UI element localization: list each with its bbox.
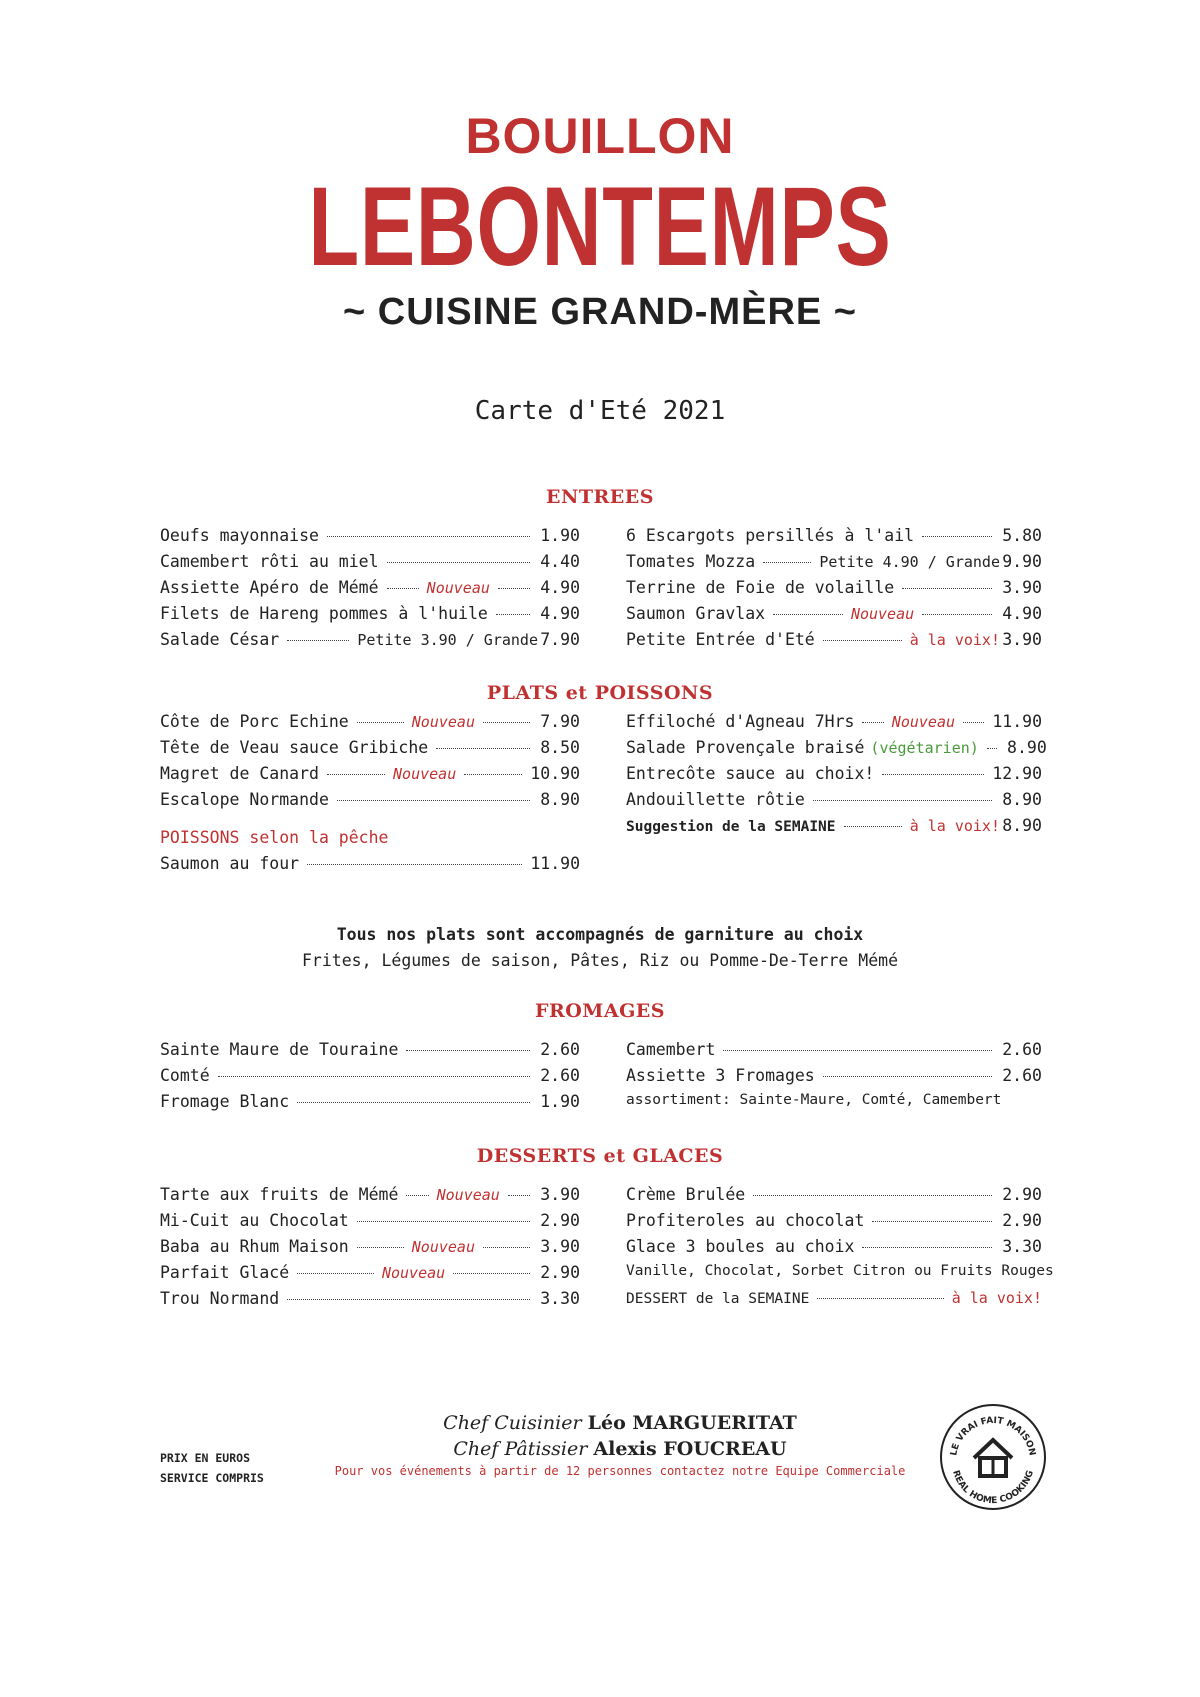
menu-item bbox=[160, 1185, 580, 1211]
menu-item bbox=[160, 764, 580, 790]
item-price: 4.90 bbox=[1002, 604, 1043, 623]
menu-item bbox=[626, 1289, 1042, 1315]
item-name: Tomates Mozza bbox=[626, 552, 756, 571]
item-name: Crème Brulée bbox=[626, 1185, 746, 1204]
item-price: 5.80 bbox=[1002, 526, 1042, 545]
fromages-right-column bbox=[626, 1040, 1042, 1118]
item-price: 2.90 bbox=[540, 1211, 580, 1230]
item-price: 4.90 bbox=[540, 604, 580, 623]
item-price: 8.90 bbox=[1007, 738, 1047, 757]
section-title-plats: PLATS et POISSONS bbox=[486, 682, 714, 704]
menu-item bbox=[626, 1066, 1042, 1092]
item-name: Mi-Cuit au Chocolat bbox=[160, 1211, 349, 1230]
chef-cuisinier-name: Léo MARGUERITAT bbox=[587, 1412, 797, 1434]
nouveau-tag: Nouveau bbox=[891, 713, 956, 731]
item-name: Baba au Rhum Maison bbox=[160, 1237, 349, 1256]
item-name: Camembert bbox=[626, 1040, 716, 1059]
glace-flavors bbox=[626, 1263, 1054, 1289]
menu-item bbox=[160, 1092, 580, 1118]
menu-item bbox=[626, 1211, 1042, 1237]
menu-item bbox=[626, 578, 1042, 604]
item-name: Sainte Maure de Touraine bbox=[160, 1040, 399, 1059]
price-notice bbox=[160, 1448, 264, 1488]
chef-cuisinier bbox=[300, 1410, 940, 1436]
item-price: 4.90 bbox=[540, 578, 581, 597]
desserts-left-column bbox=[160, 1185, 580, 1315]
item-price: 3.30 bbox=[1002, 1237, 1042, 1256]
item-name: Suggestion de la SEMAINE bbox=[626, 819, 836, 835]
item-price: 2.90 bbox=[1002, 1211, 1042, 1230]
item-price: 2.60 bbox=[1002, 1040, 1042, 1059]
garniture-line-1: Tous nos plats sont accompagnés de garniture au choix bbox=[336, 925, 864, 944]
menu-item bbox=[626, 764, 1042, 790]
chef-patissier-name: Alexis FOUCREAU bbox=[593, 1438, 787, 1460]
item-price: 11.90 bbox=[992, 712, 1042, 731]
nouveau-tag: Nouveau bbox=[436, 1186, 500, 1204]
menu-item bbox=[160, 1066, 580, 1092]
garniture-line-2: Frites, Légumes de saison, Pâtes, Riz ou Pomme-De-Terre Mémé bbox=[301, 951, 899, 970]
item-name: Parfait Glacé bbox=[160, 1263, 290, 1282]
item-price: 12.90 bbox=[992, 764, 1042, 783]
menu-item bbox=[160, 1289, 580, 1315]
item-name: Petite Entrée d'Eté bbox=[626, 630, 815, 649]
plats-right-column bbox=[626, 712, 1047, 842]
item-price: 3.90 bbox=[540, 1237, 580, 1256]
item-price: 3.90 bbox=[540, 1185, 581, 1204]
item-price: 2.60 bbox=[540, 1040, 580, 1059]
subtitle: ~ CUISINE GRAND-MÈRE ~ bbox=[343, 291, 857, 333]
item-price: 7.90 bbox=[540, 630, 580, 649]
item-name: Saumon au four bbox=[160, 854, 300, 873]
item-name: Camembert rôti au miel bbox=[160, 552, 379, 571]
menu-item bbox=[626, 1040, 1042, 1066]
item-name: Andouillette rôtie bbox=[626, 790, 805, 809]
item-name: Entrecôte sauce au choix! bbox=[626, 764, 875, 783]
fromages-left-column bbox=[160, 1040, 580, 1118]
item-name: Profiteroles au chocolat bbox=[626, 1211, 865, 1230]
chef-patissier-title: Chef Pâtissier bbox=[453, 1438, 588, 1460]
nouveau-tag: Nouveau bbox=[426, 579, 490, 597]
events-contact: Pour vos événements à partir de 12 personnes contactez notre Equipe Commerciale bbox=[334, 1464, 906, 1478]
item-price: 2.60 bbox=[540, 1066, 580, 1085]
item-price: 2.60 bbox=[1002, 1066, 1042, 1085]
size-options: Petite 4.90 / Grande bbox=[819, 553, 1000, 571]
menu-item bbox=[626, 604, 1042, 630]
item-name: Salade Provençale braisé bbox=[626, 738, 865, 757]
chef-credits bbox=[300, 1410, 940, 1478]
fait-maison-logo-icon bbox=[938, 1402, 1048, 1512]
menu-item bbox=[626, 1237, 1042, 1263]
carte-title: Carte d'Eté 2021 bbox=[474, 396, 726, 426]
menu-item bbox=[626, 738, 1047, 764]
a-la-voix-tag: à la voix! bbox=[909, 817, 1000, 835]
item-name: Fromage Blanc bbox=[160, 1092, 290, 1111]
menu-item bbox=[160, 1237, 580, 1263]
vegetarien-tag: (végétarien) bbox=[870, 739, 979, 757]
item-name: 6 Escargots persillés à l'ail bbox=[626, 526, 915, 545]
prix-en-euros: PRIX EN EUROS bbox=[160, 1451, 251, 1465]
item-price: 3.90 bbox=[1002, 578, 1042, 597]
item-price: 7.90 bbox=[540, 712, 580, 731]
menu-item bbox=[160, 790, 580, 816]
item-name: Tarte aux fruits de Mémé bbox=[160, 1185, 399, 1204]
a-la-voix-tag: à la voix! bbox=[909, 631, 1000, 649]
menu-header bbox=[0, 108, 1200, 334]
item-name: Terrine de Foie de volaille bbox=[626, 578, 895, 597]
item-name: Tête de Veau sauce Gribiche bbox=[160, 738, 429, 757]
brand-logo-text: LEBONTEMPS bbox=[308, 164, 892, 289]
nouveau-tag: Nouveau bbox=[381, 1264, 446, 1282]
poissons-heading: POISSONS selon la pêche bbox=[160, 828, 389, 847]
entrees-left-column bbox=[160, 526, 580, 656]
item-name: DESSERT de la SEMAINE bbox=[626, 1291, 810, 1307]
section-title-fromages: FROMAGES bbox=[534, 1000, 666, 1022]
bouillon-title: BOUILLON bbox=[465, 108, 735, 164]
section-title-entrees: ENTREES bbox=[546, 486, 654, 508]
menu-item bbox=[626, 790, 1042, 816]
menu-item bbox=[160, 604, 580, 630]
size-options: Petite 3.90 / Grande bbox=[357, 631, 538, 649]
item-name: Effiloché d'Agneau 7Hrs bbox=[626, 712, 855, 731]
menu-item bbox=[626, 552, 1042, 578]
item-name: Salade César bbox=[160, 630, 280, 649]
item-name: Comté bbox=[160, 1066, 210, 1085]
svg-text:REAL HOME COOKING: REAL HOME COOKING bbox=[950, 1469, 1036, 1507]
item-price: 11.90 bbox=[530, 854, 580, 873]
assortiment-note bbox=[626, 1092, 1042, 1118]
menu-item bbox=[626, 526, 1042, 552]
item-name: Filets de Hareng pommes à l'huile bbox=[160, 604, 488, 623]
menu-item bbox=[160, 1263, 580, 1289]
nouveau-tag: Nouveau bbox=[411, 713, 475, 731]
menu-item bbox=[160, 854, 580, 880]
item-name: Assiette Apéro de Mémé bbox=[160, 578, 379, 597]
item-price: 3.90 bbox=[1002, 630, 1042, 649]
item-price: 9.90 bbox=[1002, 552, 1042, 571]
desserts-right-column bbox=[626, 1185, 1054, 1315]
entrees-right-column bbox=[626, 526, 1042, 656]
item-name: Trou Normand bbox=[160, 1289, 280, 1308]
plats-left-column bbox=[160, 712, 580, 880]
menu-item bbox=[626, 816, 1042, 842]
item-name: Saumon Gravlax bbox=[626, 604, 766, 623]
item-price: 8.50 bbox=[540, 738, 580, 757]
item-name: Magret de Canard bbox=[160, 764, 319, 783]
menu-item bbox=[626, 630, 1042, 656]
section-title-desserts: DESSERTS et GLACES bbox=[476, 1145, 724, 1167]
service-compris: SERVICE COMPRIS bbox=[160, 1471, 264, 1485]
item-price: 10.90 bbox=[530, 764, 580, 783]
glace-flavors-text: Vanille, Chocolat, Sorbet Citron ou Fruits Rouges bbox=[626, 1263, 1054, 1279]
nouveau-tag: Nouveau bbox=[393, 765, 457, 783]
item-name: Assiette 3 Fromages bbox=[626, 1066, 815, 1085]
menu-item bbox=[160, 578, 580, 604]
menu-item bbox=[160, 1040, 580, 1066]
item-price: 2.90 bbox=[1002, 1185, 1042, 1204]
chef-patissier bbox=[300, 1436, 940, 1462]
garniture-note bbox=[0, 922, 1200, 974]
menu-item bbox=[160, 738, 580, 764]
item-price: 8.90 bbox=[1002, 790, 1042, 809]
item-price: 8.90 bbox=[1002, 816, 1042, 835]
nouveau-tag: Nouveau bbox=[411, 1238, 475, 1256]
svg-text:LE VRAI FAIT MAISON: LE VRAI FAIT MAISON bbox=[949, 1415, 1037, 1457]
menu-item bbox=[160, 712, 580, 738]
item-name: Côte de Porc Echine bbox=[160, 712, 349, 731]
item-name: Oeufs mayonnaise bbox=[160, 526, 319, 545]
item-name: Escalope Normande bbox=[160, 790, 329, 809]
menu-item bbox=[160, 526, 580, 552]
item-price: 1.90 bbox=[540, 526, 580, 545]
nouveau-tag: Nouveau bbox=[850, 605, 915, 623]
item-price: 4.40 bbox=[540, 552, 580, 571]
menu-item bbox=[626, 712, 1042, 738]
menu-item bbox=[626, 1185, 1042, 1211]
item-price: 8.90 bbox=[540, 790, 580, 809]
assortiment-text: assortiment: Sainte-Maure, Comté, Camembert bbox=[626, 1092, 1002, 1108]
menu-item bbox=[160, 630, 580, 656]
item-price: 3.30 bbox=[540, 1289, 580, 1308]
item-name: Glace 3 boules au choix bbox=[626, 1237, 855, 1256]
item-price: 2.90 bbox=[540, 1263, 581, 1282]
menu-item bbox=[160, 1211, 580, 1237]
chef-cuisinier-title: Chef Cuisinier bbox=[443, 1412, 582, 1434]
menu-item bbox=[160, 552, 580, 578]
item-price: 1.90 bbox=[540, 1092, 580, 1111]
a-la-voix-tag: à la voix! bbox=[951, 1289, 1042, 1307]
